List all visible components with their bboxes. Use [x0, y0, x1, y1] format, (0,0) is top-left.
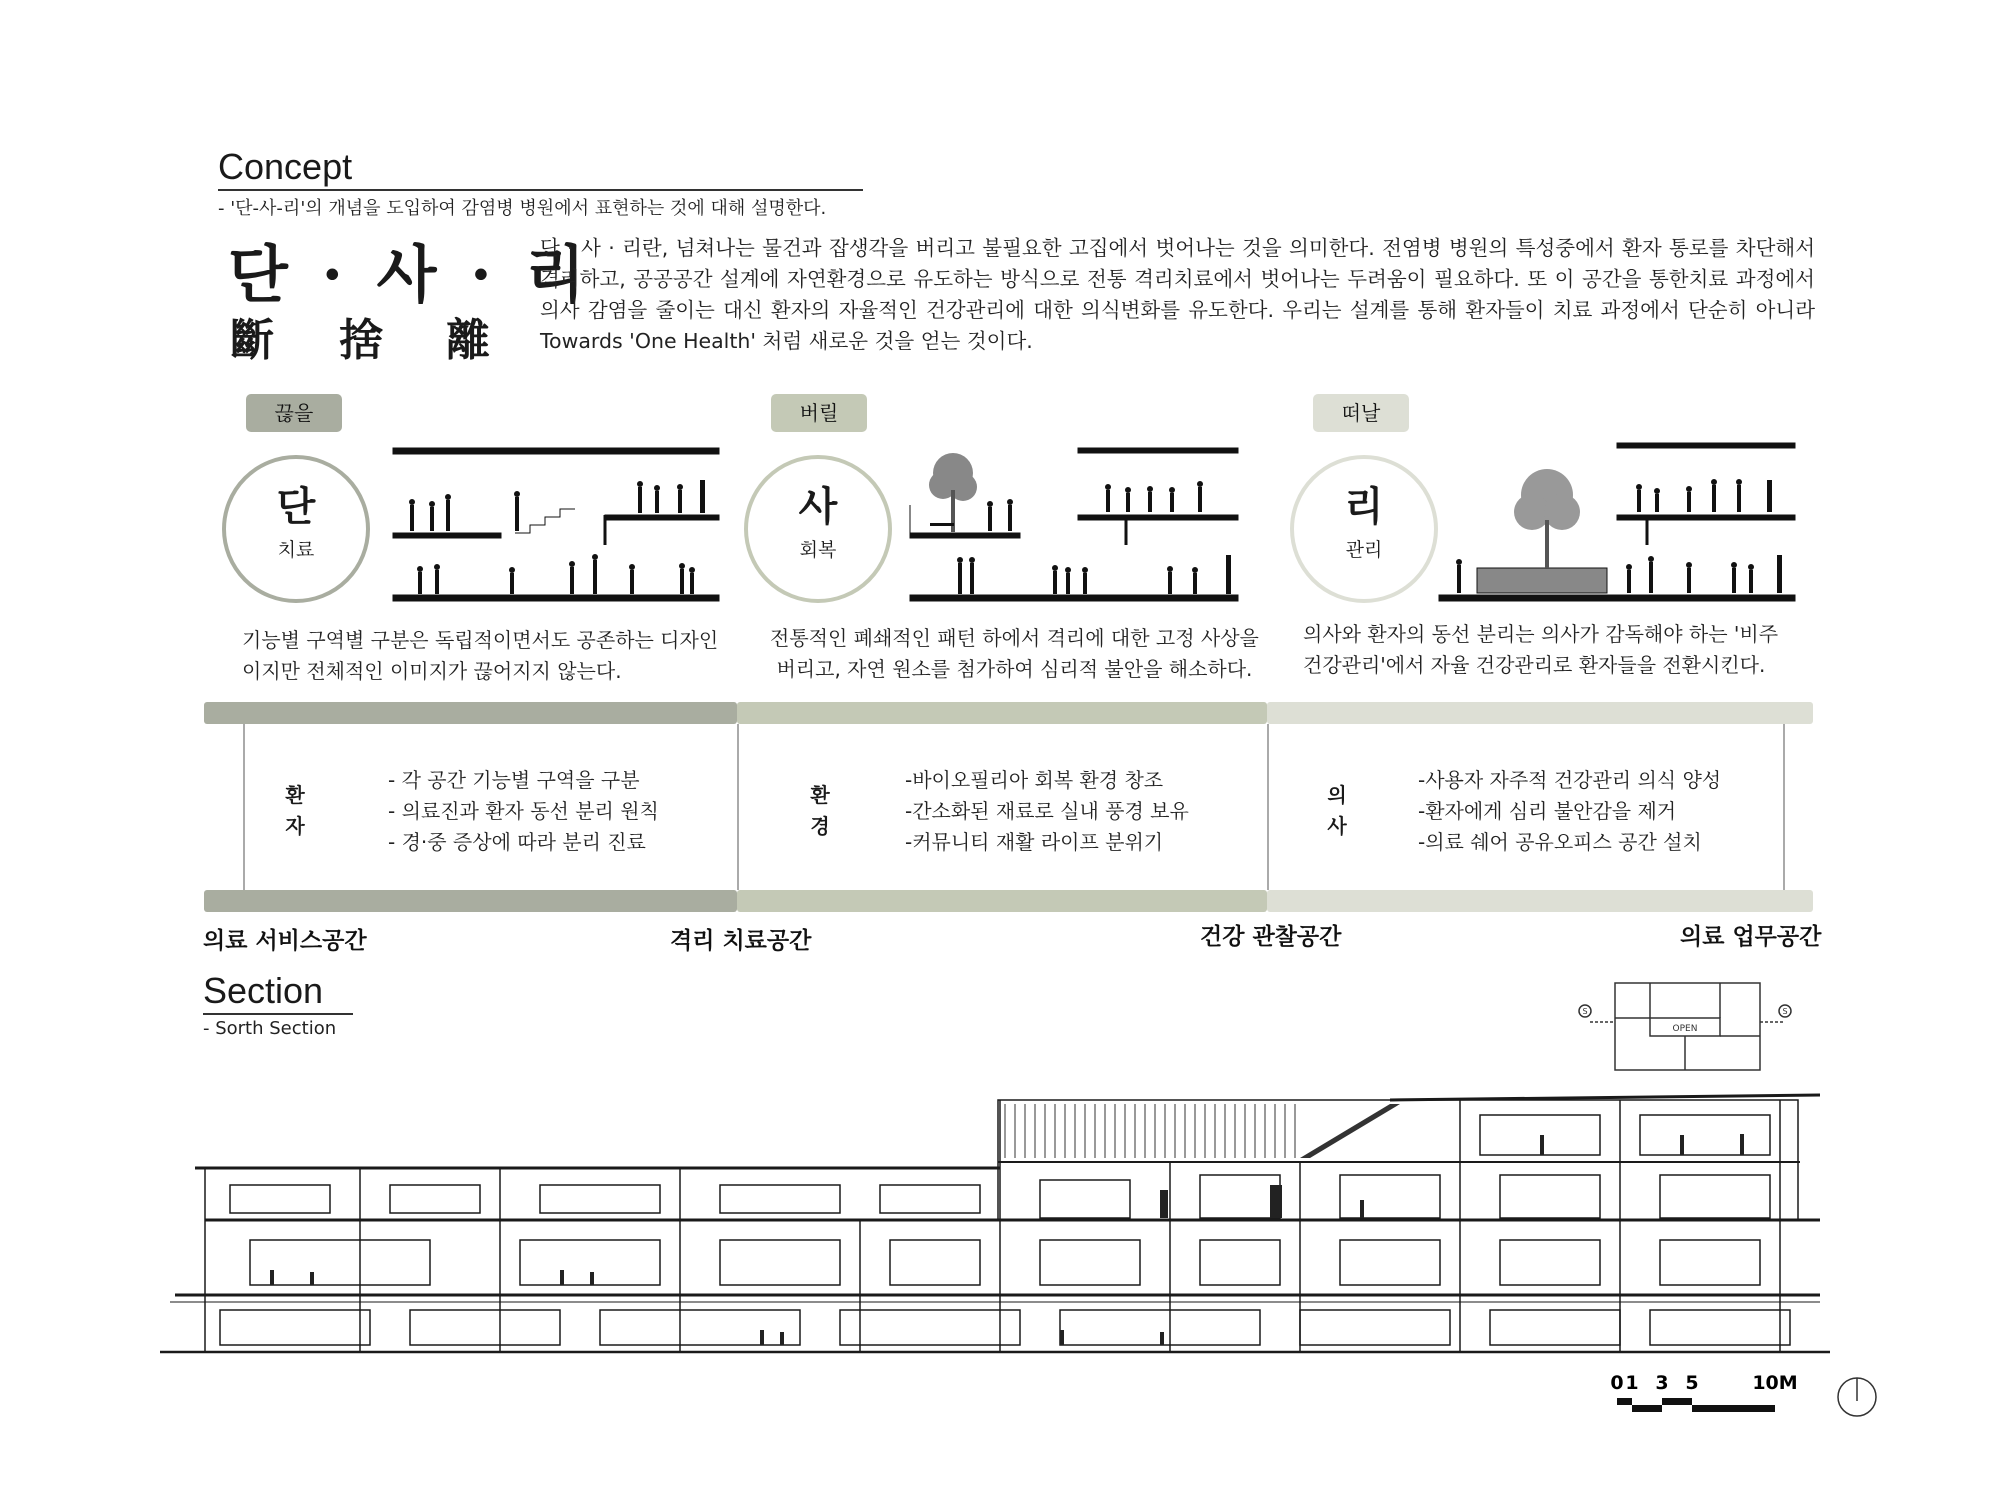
band-top-1 [204, 702, 737, 724]
band-top-3 [1267, 702, 1813, 724]
table-label-3b: 사 [1327, 814, 1347, 838]
pillar-tag-3: 떠날 [1313, 394, 1409, 432]
list-item: -커뮤니티 재활 라이프 분위기 [905, 830, 1164, 854]
pillar-circle-2 [744, 455, 892, 603]
north-arrow-icon [1835, 1375, 1879, 1419]
zone-label-2: 격리 치료공간 [670, 928, 812, 954]
list-item: -간소화된 재료로 실내 풍경 보유 [905, 799, 1189, 823]
hanja-3: 離 [446, 315, 490, 366]
key-plan [1575, 980, 1800, 1075]
pillar-circle-1 [222, 455, 370, 603]
pillar-char-3: 리 [1344, 484, 1384, 530]
scale-label-3: 3 [1655, 1372, 1669, 1394]
table-label-1b: 자 [285, 814, 305, 838]
table-divider-3 [1267, 724, 1269, 890]
pillar-desc-2-line1: 전통적인 폐쇄적인 패턴 하에서 격리에 대한 고정 사상을 [770, 626, 1259, 650]
band-bottom-1 [204, 890, 737, 912]
zone-label-4: 의료 업무공간 [1680, 924, 1822, 950]
table-label-1 [280, 780, 310, 842]
list-item: - 경·중 증상에 따라 분리 진료 [388, 830, 646, 854]
concept-paragraph: 단 · 사 · 리란, 넘쳐나는 물건과 잡생각을 버리고 불필요한 고집에서 벗어나는 것을 의미한다. 전염병 병원의 특성중에서 환자 통로를 차단해서 격리하고, 공공공간 설계에 자연환경으로 유도하는 방식으로 전통 격리치료에서 벗어나는 두려움이 필요하다. 또 이 공간을 통한치료 과정에서 의사 감염을 줄이는 대신 환자의 자율적인 건강관리에 대한 의식변화를 유도한다. 우리는 설계를 통해 환자들이 치료 과정에서 단순히 아니라 Towards 'One Health' 처럼 새로운 것을 얻는 것이다. [540, 236, 1815, 353]
list-item: -사용자 자주적 건강관리 의식 양성 [1418, 768, 1722, 792]
table-list-3 [1418, 765, 1721, 858]
table-divider-2 [737, 724, 739, 890]
key-marker-left: S [1582, 1007, 1588, 1016]
hanja-2: 捨 [339, 315, 383, 366]
table-label-3a: 의 [1327, 783, 1347, 807]
list-item: - 의료진과 환자 동선 분리 원칙 [388, 799, 659, 823]
table-label-1a: 환 [285, 783, 305, 807]
table-label-2 [805, 780, 835, 842]
pillar-sub-3: 관리 [1345, 539, 1383, 561]
pillar-desc-2-line2: 버리고, 자연 원소를 첨가하여 심리적 불안을 해소하다. [776, 657, 1253, 681]
pillar-circle-3 [1290, 455, 1438, 603]
pillar-desc-2 [770, 623, 1259, 685]
table-divider-4 [1783, 724, 1785, 890]
concept-subtitle: - '단-사-리'의 개념을 도입하여 감염병 병원에서 표현하는 것에 대해 설명한다. [218, 198, 827, 219]
pillar-desc-3 [1303, 619, 1778, 681]
list-item: -의료 쉐어 공유오피스 공간 설치 [1418, 830, 1702, 854]
scale-label-10m: 10M [1752, 1372, 1798, 1394]
table-divider-1 [243, 724, 245, 890]
scale-bar [1605, 1370, 1805, 1415]
pillar-sub-2: 회복 [799, 539, 837, 561]
pillar-desc-1 [242, 625, 718, 687]
section-sketch-3 [1437, 440, 1799, 605]
key-marker-right: S [1782, 1007, 1788, 1016]
table-label-2b: 경 [810, 814, 830, 838]
concept-title-rule [218, 189, 863, 191]
pillar-sub-1: 치료 [277, 539, 315, 561]
main-title: 단 · 사 · 리 [228, 238, 592, 311]
list-item: -바이오필리아 회복 환경 창조 [905, 768, 1164, 792]
section-title-rule [203, 1013, 353, 1015]
section-sketch-1 [390, 445, 725, 605]
band-bottom-3 [1267, 890, 1813, 912]
list-item: - 각 공간 기능별 구역을 구분 [388, 768, 640, 792]
section-sketch-2 [908, 445, 1243, 605]
pillar-desc-1-line2: 이지만 전체적인 이미지가 끊어지지 않는다. [242, 659, 622, 683]
table-list-1 [388, 765, 659, 858]
table-label-2a: 환 [810, 783, 830, 807]
building-section-drawing [160, 1090, 1840, 1370]
hanja-1: 斷 [230, 315, 274, 366]
pillar-tag-2: 버릴 [771, 394, 867, 432]
list-item: -환자에게 심리 불안감을 제거 [1418, 799, 1677, 823]
table-list-2 [905, 765, 1189, 858]
section-subtitle: - Sorth Section [203, 1018, 337, 1039]
pillar-desc-3-line1: 의사와 환자의 동선 분리는 의사가 감독해야 하는 '비주 [1303, 622, 1779, 646]
table-label-3 [1322, 780, 1352, 842]
band-bottom-2 [737, 890, 1267, 912]
band-top-2 [737, 702, 1267, 724]
section-title: Section [203, 970, 324, 1011]
scale-label-1: 1 [1625, 1372, 1639, 1394]
pillar-tag-1: 끊을 [246, 394, 342, 432]
concept-title: Concept [218, 146, 353, 187]
scale-label-5: 5 [1685, 1372, 1699, 1394]
zone-label-3: 건강 관찰공간 [1200, 924, 1342, 950]
pillar-desc-3-line2: 건강관리'에서 자율 건강관리로 환자들을 전환시킨다. [1303, 653, 1766, 677]
zone-label-1: 의료 서비스공간 [203, 928, 367, 954]
pillar-char-2: 사 [798, 484, 838, 530]
pillar-desc-1-line1: 기능별 구역별 구분은 독립적이면서도 공존하는 디자인 [242, 628, 719, 652]
key-open-label: OPEN [1672, 1024, 1698, 1034]
pillar-char-1: 단 [276, 484, 316, 530]
scale-label-0: 0 [1610, 1372, 1624, 1394]
